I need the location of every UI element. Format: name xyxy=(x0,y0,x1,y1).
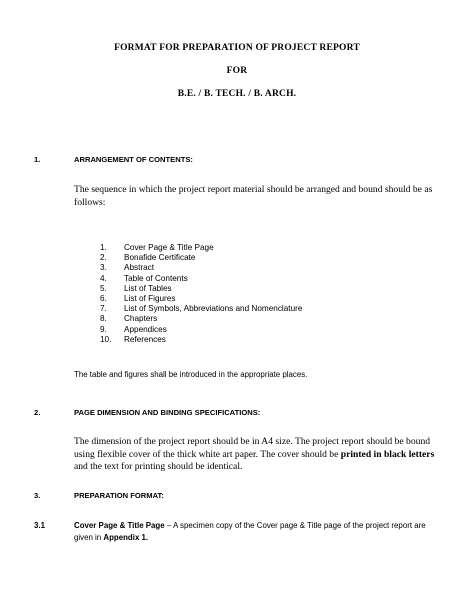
subsection-3-1-paragraph xyxy=(74,520,440,543)
list-item xyxy=(0,243,474,253)
list-item-number: 8. xyxy=(100,314,107,324)
list-item-number: 1. xyxy=(100,243,107,252)
dimension-text-after: and the text for printing should be identical. xyxy=(74,461,243,472)
document-degree-line: B.E. / B. TECH. / B. ARCH. xyxy=(177,89,297,99)
subsection-3-1-number: 3.1 xyxy=(34,521,45,530)
subsection-3-1-title: Cover Page & Title Page xyxy=(74,521,165,530)
list-item-label: Table of Contents xyxy=(124,273,188,283)
list-item xyxy=(0,274,474,284)
list-item-label: References xyxy=(124,334,166,344)
section-1-title: ARRANGEMENT OF CONTENTS: xyxy=(74,155,193,164)
list-item-number: 10. xyxy=(100,334,112,344)
dimension-text-before: The dimension of the project report should be in A4 size. The project report should be bound using flexible cover of the thick white art paper. The cover should be xyxy=(74,436,431,460)
list-item-label: Abstract xyxy=(124,263,155,273)
list-item-label: Chapters xyxy=(124,314,158,324)
list-item-number: 4. xyxy=(100,273,107,283)
arrangement-intro: The sequence in which the project report material should be arranged and bound should be as follows: xyxy=(74,184,433,208)
list-item-number: 3. xyxy=(100,263,107,273)
list-item xyxy=(0,294,474,304)
list-item xyxy=(0,325,474,335)
section-2-number: 2. xyxy=(34,408,41,417)
contents-list xyxy=(0,243,474,345)
list-item-label: Cover Page & Title Page xyxy=(124,243,214,252)
list-item-number: 6. xyxy=(100,293,107,303)
list-item-number: 9. xyxy=(100,324,107,334)
section-3-number: 3. xyxy=(34,491,41,500)
list-item-label: Bonafide Certificate xyxy=(124,253,196,263)
section-1-number: 1. xyxy=(34,155,41,164)
list-item xyxy=(0,253,474,263)
tables-figures-note: The table and figures shall be introduced in the appropriate places. xyxy=(74,370,308,379)
list-item-number: 5. xyxy=(100,283,107,293)
section-3-title: PREPARATION FORMAT: xyxy=(74,491,164,500)
list-item-label: List of Symbols, Abbreviations and Nomenclature xyxy=(124,304,303,314)
list-item-number: 7. xyxy=(100,304,107,314)
list-item xyxy=(0,335,474,345)
section-2-title: PAGE DIMENSION AND BINDING SPECIFICATIONS: xyxy=(74,408,261,417)
list-item xyxy=(0,304,474,314)
document-title: FORMAT FOR PREPARATION OF PROJECT REPORT xyxy=(114,43,360,53)
list-item xyxy=(0,284,474,294)
dimension-paragraph xyxy=(74,436,440,474)
list-item-number: 2. xyxy=(100,253,107,263)
list-item-label: List of Tables xyxy=(124,283,172,293)
appendix-reference: Appendix 1. xyxy=(103,532,149,542)
dimension-text-bold: printed in black letters xyxy=(340,448,435,460)
list-item-label: Appendices xyxy=(124,324,167,334)
list-item xyxy=(0,263,474,273)
list-item-label: List of Figures xyxy=(124,293,176,303)
document-subtitle-for: FOR xyxy=(226,66,248,76)
subsection-3-1-text: – A specimen copy of the Cover page & Title page of the project report are given in xyxy=(74,521,426,542)
list-item xyxy=(0,314,474,324)
